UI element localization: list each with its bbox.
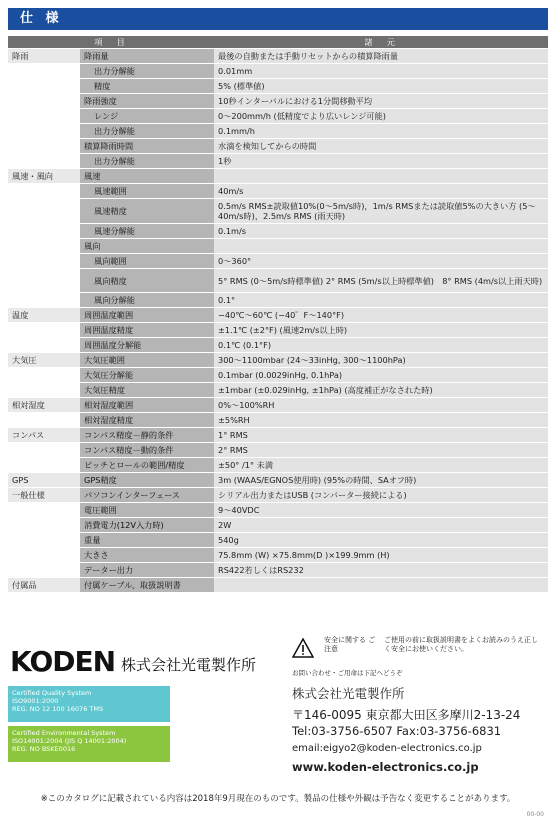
- spec-value: 300～1100mbar (24～33inHg, 300～1100hPa): [214, 353, 548, 368]
- table-row: [8, 443, 548, 458]
- table-row: [8, 64, 548, 79]
- spec-value: 0.1°: [214, 293, 548, 308]
- spec-category: [8, 154, 80, 169]
- spec-item: 風速範囲: [80, 184, 214, 199]
- spec-item: 出力分解能: [80, 64, 214, 79]
- spec-category: [8, 548, 80, 563]
- spec-value: 2W: [214, 518, 548, 533]
- spec-value: 40m/s: [214, 184, 548, 199]
- spec-item: 相対湿度精度: [80, 413, 214, 428]
- spec-category: [8, 323, 80, 338]
- spec-item: 風速分解能: [80, 224, 214, 239]
- spec-item: 出力分解能: [80, 124, 214, 139]
- spec-category: [8, 503, 80, 518]
- spec-category: [8, 383, 80, 398]
- spec-value: 0%～100%RH: [214, 398, 548, 413]
- spec-value: ±50° /1° 未満: [214, 458, 548, 473]
- table-row: [8, 458, 548, 473]
- table-row: [8, 428, 548, 443]
- spec-category: [8, 293, 80, 308]
- spec-category: 温度: [8, 308, 80, 323]
- spec-category: [8, 443, 80, 458]
- spec-item: 大気圧範囲: [80, 353, 214, 368]
- contact-label: お問い合わせ・ご用命は下記へどうぞ: [292, 669, 403, 677]
- spec-item: 風向範囲: [80, 254, 214, 269]
- spec-value: RS422若しくはRS232: [214, 563, 548, 578]
- spec-category: 大気圧: [8, 353, 80, 368]
- spec-value: 1秒: [214, 154, 548, 169]
- spec-value: [214, 239, 548, 254]
- table-row: [8, 503, 548, 518]
- spec-value: ±1.1℃ (±2°F) (風速2m/s以上時): [214, 323, 548, 338]
- spec-value: 0～200mm/h (低精度でより広いレンジ可能): [214, 109, 548, 124]
- spec-category: 相対湿度: [8, 398, 80, 413]
- spec-item: 風向精度: [80, 269, 214, 293]
- cert-line: ISO9001:2000: [12, 697, 59, 705]
- table-row: [8, 94, 548, 109]
- spec-value: 5° RMS (0～5m/s時標準値) 2° RMS (5m/s以上時標準値) 8° RMS (4m/s以上雨天時): [214, 269, 548, 293]
- spec-item: 精度: [80, 79, 214, 94]
- table-row: [8, 109, 548, 124]
- column-header-item: 項 目: [8, 36, 214, 49]
- spec-value: 3m (WAAS/EGNOS使用時) (95%の時間、SAオフ時): [214, 473, 548, 488]
- contact-email[interactable]: email:eigyo2@koden-electronics.co.jp: [292, 743, 482, 754]
- spec-table-body: [8, 49, 548, 593]
- spec-category: [8, 79, 80, 94]
- table-row: [8, 239, 548, 254]
- table-row: [8, 548, 548, 563]
- spec-item: コンパス精度－動的条件: [80, 443, 214, 458]
- table-row: [8, 169, 548, 184]
- table-row: [8, 199, 548, 224]
- spec-item: 風速精度: [80, 199, 214, 224]
- spec-category: [8, 458, 80, 473]
- spec-value: 5% (標準値): [214, 79, 548, 94]
- contact-phone: Tel:03-3756-6507 Fax:03-3756-6831: [292, 724, 502, 738]
- spec-value: ±5%RH: [214, 413, 548, 428]
- spec-table: [8, 36, 548, 593]
- table-header-row: [8, 36, 548, 49]
- contact-address: 〒146-0095 東京都大田区多摩川2-13-24: [292, 708, 521, 722]
- spec-category: [8, 563, 80, 578]
- spec-value: シリアル出力またはUSB (コンバーター接続による): [214, 488, 548, 503]
- spec-category: 風速・風向: [8, 169, 80, 184]
- spec-value: 0.1mm/h: [214, 124, 548, 139]
- spec-value: 75.8mm (W) ×75.8mm(D )×199.9mm (H): [214, 548, 548, 563]
- spec-item: データー出力: [80, 563, 214, 578]
- table-row: [8, 124, 548, 139]
- spec-item: 大気圧精度: [80, 383, 214, 398]
- table-row: [8, 488, 548, 503]
- column-header-spec: 諸 元: [214, 36, 548, 49]
- spec-item: GPS精度: [80, 473, 214, 488]
- table-row: [8, 533, 548, 548]
- table-row: [8, 353, 548, 368]
- spec-item: 重量: [80, 533, 214, 548]
- spec-category: [8, 368, 80, 383]
- spec-value: 10秒インターバルにおける1分間移動平均: [214, 94, 548, 109]
- table-row: [8, 398, 548, 413]
- table-row: [8, 563, 548, 578]
- spec-value: ±1mbar (±0.029inHg, ±1hPa) (高度補正がなされた時): [214, 383, 548, 398]
- spec-category: 付属品: [8, 578, 80, 593]
- company-logo: [10, 645, 257, 678]
- spec-category: [8, 269, 80, 293]
- table-row: [8, 518, 548, 533]
- spec-category: [8, 413, 80, 428]
- page-number: 00-00: [526, 811, 544, 818]
- spec-category: [8, 109, 80, 124]
- spec-value: [214, 169, 548, 184]
- table-row: [8, 293, 548, 308]
- spec-category: [8, 139, 80, 154]
- environmental-certification-badge: [8, 726, 170, 762]
- spec-category: [8, 239, 80, 254]
- spec-category: [8, 199, 80, 224]
- spec-item: 風向: [80, 239, 214, 254]
- spec-value: 2° RMS: [214, 443, 548, 458]
- table-row: [8, 254, 548, 269]
- cert-line: REG. NO 12 100 16076 TMS: [12, 705, 104, 713]
- spec-item: 大きさ: [80, 548, 214, 563]
- table-row: [8, 368, 548, 383]
- spec-item: 出力分解能: [80, 154, 214, 169]
- spec-item: 降雨量: [80, 49, 214, 64]
- footnote: ※このカタログに記載されている内容は2018年9月現在のものです。製品の仕様や外観は予告なく変更することがあります。: [40, 794, 516, 804]
- logo-company-name: 株式会社光電製作所: [121, 656, 257, 674]
- spec-item: 大気圧分解能: [80, 368, 214, 383]
- table-row: [8, 79, 548, 94]
- safety-notice-text: ご使用の前に取扱説明書をよくお読みのうえ正しく安全にお使いください。: [384, 636, 538, 653]
- spec-item: 風速: [80, 169, 214, 184]
- table-row: [8, 308, 548, 323]
- table-row: [8, 383, 548, 398]
- table-row: [8, 578, 548, 593]
- spec-item: コンパス精度－静的条件: [80, 428, 214, 443]
- quality-certification-badge: [8, 686, 170, 722]
- spec-value: −40℃～60℃ (−40゜F～140°F): [214, 308, 548, 323]
- spec-item: レンジ: [80, 109, 214, 124]
- cert-line: Certified Quality System: [12, 689, 92, 697]
- spec-category: [8, 64, 80, 79]
- spec-category: [8, 338, 80, 353]
- spec-item: 相対湿度範囲: [80, 398, 214, 413]
- spec-item: パソコンインターフェース: [80, 488, 214, 503]
- table-row: [8, 224, 548, 239]
- spec-value: 9～40VDC: [214, 503, 548, 518]
- spec-value: 540g: [214, 533, 548, 548]
- cert-line: REG. NO BSKE0016: [12, 745, 76, 753]
- table-row: [8, 413, 548, 428]
- spec-item: ピッチとロールの範囲/精度: [80, 458, 214, 473]
- cert-line: ISO14001:2004 (JIS Q 14001:2004): [12, 737, 127, 745]
- spec-category: 一般仕様: [8, 488, 80, 503]
- spec-item: 周囲温度精度: [80, 323, 214, 338]
- spec-category: GPS: [8, 473, 80, 488]
- spec-category: [8, 518, 80, 533]
- spec-category: [8, 224, 80, 239]
- spec-category: 降雨: [8, 49, 80, 64]
- spec-category: [8, 254, 80, 269]
- spec-value: 0～360°: [214, 254, 548, 269]
- spec-item: 周囲温度範囲: [80, 308, 214, 323]
- spec-item: 降雨強度: [80, 94, 214, 109]
- spec-value: 最後の自動または手動リセットからの積算降雨量: [214, 49, 548, 64]
- spec-category: [8, 533, 80, 548]
- spec-value: 0.1m/s: [214, 224, 548, 239]
- cert-line: Certified Environmental System: [12, 729, 116, 737]
- table-row: [8, 139, 548, 154]
- spec-item: 電圧範囲: [80, 503, 214, 518]
- page-title: 仕 様: [8, 8, 548, 30]
- table-row: [8, 154, 548, 169]
- spec-value: 0.5m/s RMS±読取値10%(0～5m/s時)，1m/s RMSまたは読取値5%の大きい方 (5～40m/s時)，2.5m/s RMS (雨天時): [214, 199, 548, 224]
- spec-value: 1° RMS: [214, 428, 548, 443]
- table-row: [8, 269, 548, 293]
- spec-value: [214, 578, 548, 593]
- table-row: [8, 49, 548, 64]
- table-row: [8, 323, 548, 338]
- contact-website-link[interactable]: www.koden-electronics.co.jp: [292, 760, 479, 774]
- warning-icon: [292, 638, 314, 658]
- table-row: [8, 338, 548, 353]
- spec-value: 0.01mm: [214, 64, 548, 79]
- table-row: [8, 184, 548, 199]
- spec-item: 周囲温度分解能: [80, 338, 214, 353]
- spec-value: 0.1℃ (0.1°F): [214, 338, 548, 353]
- spec-item: 付属ケーブル、取扱説明書: [80, 578, 214, 593]
- spec-value: 0.1mbar (0.0029inHg, 0.1hPa): [214, 368, 548, 383]
- spec-item: 消費電力(12V入力時): [80, 518, 214, 533]
- spec-item: 風向分解能: [80, 293, 214, 308]
- spec-category: [8, 124, 80, 139]
- contact-company: 株式会社光電製作所: [292, 686, 405, 701]
- spec-category: [8, 184, 80, 199]
- spec-category: コンパス: [8, 428, 80, 443]
- spec-value: 水滴を検知してからの時間: [214, 139, 548, 154]
- spec-category: [8, 94, 80, 109]
- logo-mark: KODEN: [10, 645, 116, 678]
- spec-item: 積算降雨時間: [80, 139, 214, 154]
- safety-notice-label: 安全に関する ご注意: [324, 636, 376, 653]
- table-row: [8, 473, 548, 488]
